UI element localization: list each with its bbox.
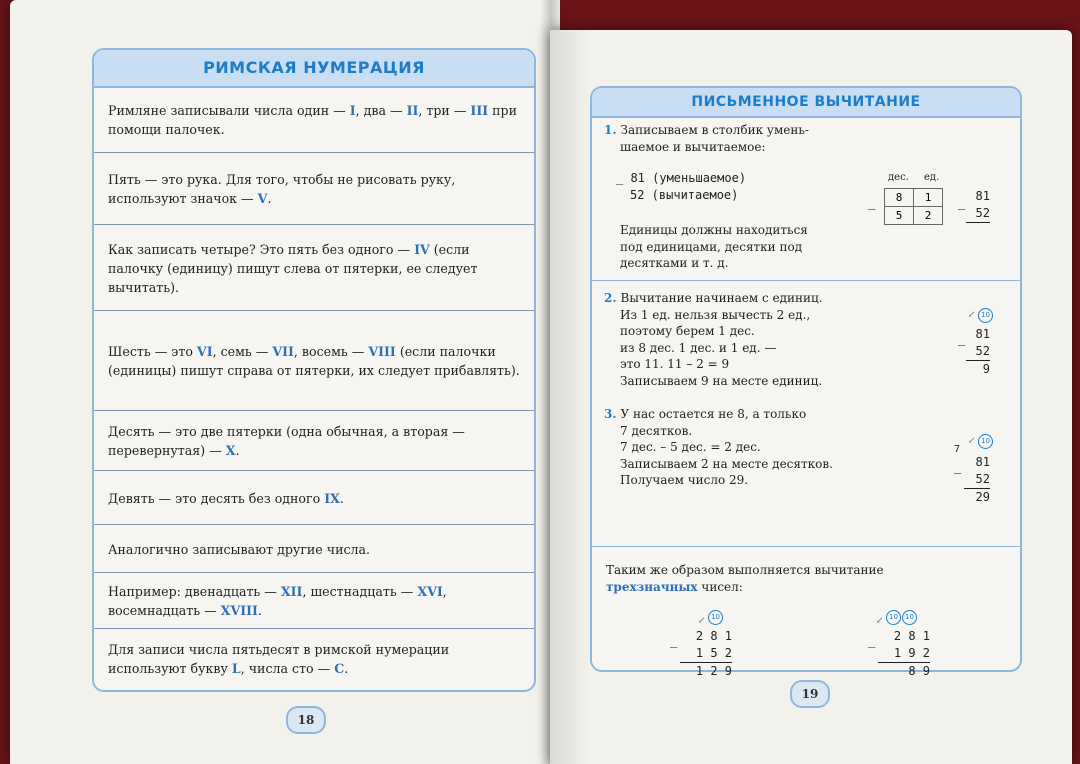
example-1-column: 2 8 1 1 5 2 1 2 9 bbox=[680, 628, 732, 680]
step-3-minus-sign: _ bbox=[954, 460, 962, 474]
page-number-18: 18 bbox=[286, 706, 326, 734]
carry-ten-badge: 10 bbox=[978, 308, 993, 323]
section-five: Пять — это рука. Для того, чтобы не рисовать руку, используют значок — V. bbox=[94, 152, 534, 225]
step-3-column: 81 52 29 bbox=[964, 454, 990, 506]
left-page bbox=[10, 0, 550, 764]
written-subtraction-box bbox=[590, 86, 1022, 678]
step-1-note: Единицы должны находиться под единицами, десятки под десятками и т. д. bbox=[620, 223, 808, 270]
divider bbox=[592, 280, 1020, 281]
carry-ten-badge: 10 bbox=[886, 610, 901, 625]
example-2-minus-sign: _ bbox=[868, 634, 876, 648]
divider bbox=[592, 546, 1020, 547]
step-2: 2. Вычитание начинаем с единиц. Из 1 ед. нельзя вычесть 2 ед., поэтому берем 1 дес. из 8 дес. 1 дес. и 1 ед. — это 11. 11 – 2 = 9 Записываем 9 на месте единиц. bbox=[604, 291, 823, 388]
section-others: Аналогично записывают другие числа. bbox=[94, 524, 534, 573]
right-page-title: ПИСЬМЕННОЕ ВЫЧИТАНИЕ bbox=[592, 88, 1020, 118]
grid-cell: 8 bbox=[885, 189, 914, 207]
step-1-operands: _ 81 (уменьшаемое) 52 (вычитаемое) bbox=[616, 171, 747, 202]
grid-minus-sign: _ bbox=[868, 196, 876, 210]
carry-arrow-icon: ↙ bbox=[876, 616, 884, 626]
section-four: Как записать четыре? Это пять без одного — IV (если палочку (единицу) пишут слева от пятерки, ее следует вычитать). bbox=[94, 224, 534, 311]
step-2-column: 81 52 9 bbox=[966, 326, 990, 378]
step-1-column: 81 52 bbox=[966, 188, 990, 223]
step-2-minus-sign: _ bbox=[958, 332, 966, 346]
step-3: 3. У нас остается не 8, а только 7 десятков. 7 дес. – 5 дес. = 2 дес. Записываем 2 на месте десятков. Получаем число 29. bbox=[604, 407, 833, 487]
right-page bbox=[550, 30, 1072, 764]
grid-cell: 5 bbox=[885, 207, 914, 225]
step-1: 1. Записываем в столбик умень- шаемое и вычитаемое: bbox=[604, 123, 809, 154]
roman-numerals-box bbox=[92, 48, 536, 692]
three-digit-note: Таким же образом выполняется вычитание трехзначных чисел: bbox=[606, 563, 884, 594]
reduced-tens-digit: 7 bbox=[954, 444, 961, 455]
page-number-19: 19 bbox=[790, 680, 830, 708]
carry-ten-badge: 10 bbox=[978, 434, 993, 449]
grid-cell: 2 bbox=[914, 207, 943, 225]
place-value-grid bbox=[884, 188, 943, 225]
section-one-to-three: Римляне записывали числа один — I, два — II, три — III при помощи палочек. bbox=[108, 103, 517, 137]
section-ten: Десять — это две пятерки (одна обычная, а вторая — перевернутая) — X. bbox=[94, 410, 534, 471]
carry-arrow-icon: ↙ bbox=[968, 310, 976, 320]
units-header: ед. bbox=[924, 172, 940, 183]
carry-ten-badge: 10 bbox=[902, 610, 917, 625]
carry-ten-badge: 10 bbox=[708, 610, 723, 625]
example-2-column: 2 8 1 1 9 2 8 9 bbox=[878, 628, 930, 680]
section-nine: Девять — это десять без одного IX. bbox=[94, 470, 534, 525]
grid-cell: 1 bbox=[914, 189, 943, 207]
section-fifty-hundred: Для записи числа пятьдесят в римской нумерации используют букву L, числа сто — C. bbox=[94, 628, 534, 689]
left-page-title: РИМСКАЯ НУМЕРАЦИЯ bbox=[94, 50, 534, 88]
section-examples: Например: двенадцать — XII, шестнадцать — XVI, восемнадцать — XVIII. bbox=[94, 572, 534, 629]
section-six-to-eight: Шесть — это VI, семь — VII, восемь — VIII (если палочки (единицы) пишут справа от пятерки, их следует прибавлять). bbox=[94, 310, 534, 411]
carry-arrow-icon: ↙ bbox=[968, 436, 976, 446]
example-1-minus-sign: _ bbox=[670, 634, 678, 648]
tens-header: дес. bbox=[888, 172, 909, 183]
carry-arrow-icon: ↙ bbox=[698, 616, 706, 626]
column-minus-sign: _ bbox=[958, 196, 966, 210]
